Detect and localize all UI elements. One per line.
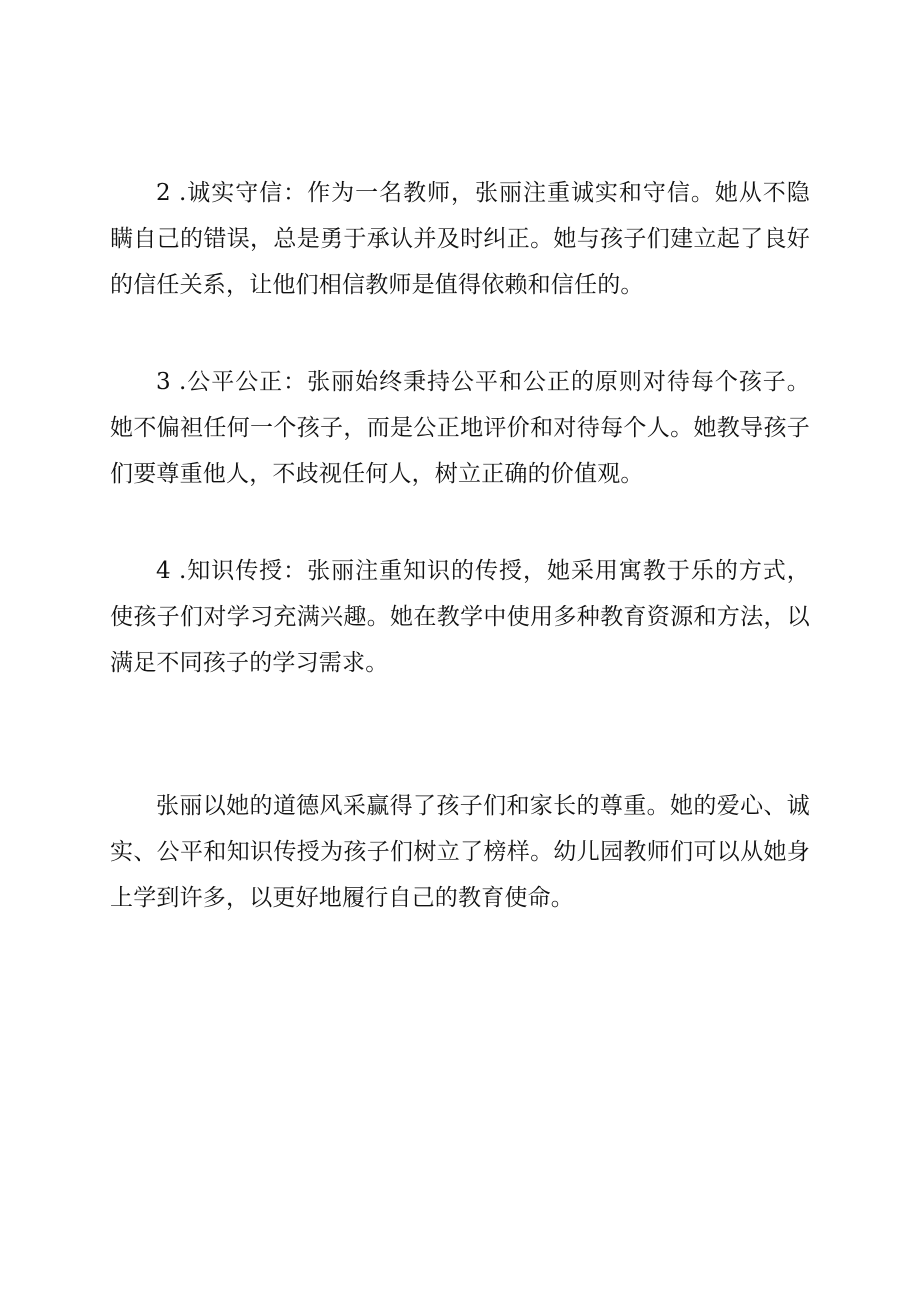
paragraph-knowledge (110, 548, 810, 686)
paragraph-text: .知识传授：张丽注重知识的传授，她采用寓教于乐的方式，使孩子们对学习充满兴趣。她在教学中使用多种教育资源和方法，以满足不同孩子的学习需求。 (110, 558, 810, 676)
paragraph-text: .诚实守信：作为一名教师，张丽注重诚实和守信。她从不隐瞒自己的错误，总是勇于承认并及时纠正。她与孩子们建立起了良好的信任关系，让他们相信教师是值得依赖和信任的。 (110, 180, 810, 298)
paragraph-number: 3 (156, 369, 171, 395)
paragraph-number: 4 (156, 558, 171, 584)
paragraph-honesty (110, 170, 810, 308)
paragraph-number: 2 (156, 180, 171, 206)
paragraph-conclusion (110, 783, 810, 921)
paragraph-fairness (110, 359, 810, 497)
paragraph-text: .公平公正：张丽始终秉持公平和公正的原则对待每个孩子。她不偏袒任何一个孩子，而是公正地评价和对待每个人。她教导孩子们要尊重他人，不歧视任何人，树立正确的价值观。 (110, 369, 810, 487)
paragraph-text: 张丽以她的道德风采赢得了孩子们和家长的尊重。她的爱心、诚实、公平和知识传授为孩子们树立了榜样。幼儿园教师们可以从她身上学到许多，以更好地履行自己的教育使命。 (110, 793, 810, 911)
